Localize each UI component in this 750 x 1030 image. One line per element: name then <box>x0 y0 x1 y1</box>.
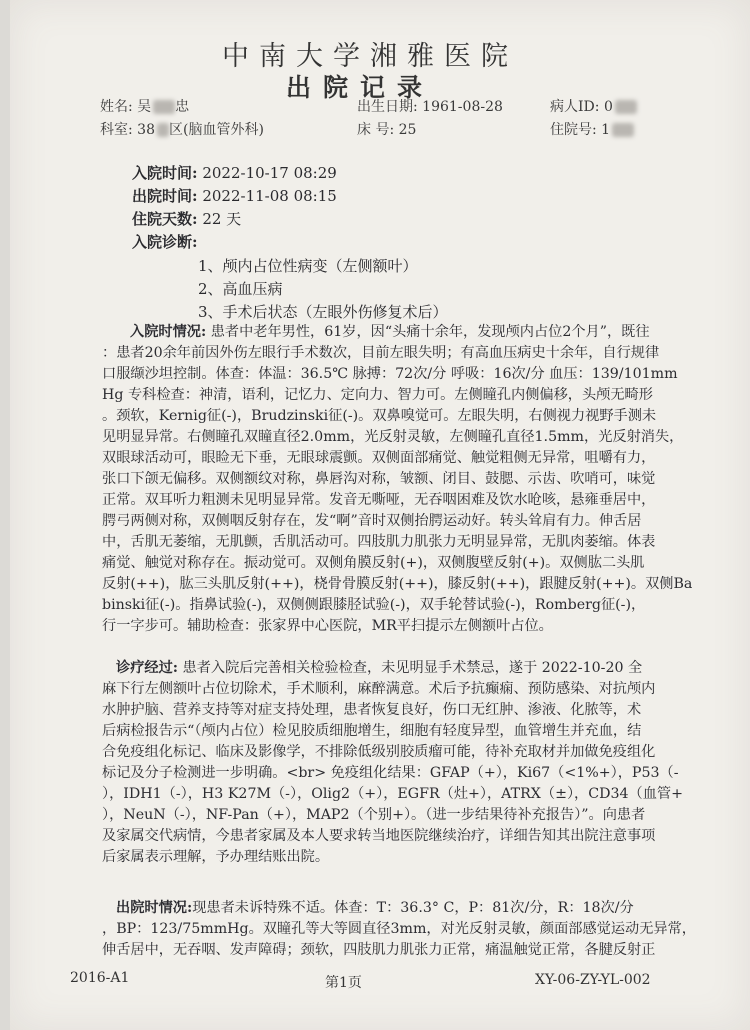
pid-value: 0 <box>603 99 613 115</box>
admit-value: 2022-10-17 08:29 <box>202 164 337 182</box>
diagnosis-item: 3、手术后状态（左眼外伤修复术后） <box>198 303 448 321</box>
text-line: 口服缬沙坦控制。体查：体温：36.5℃ 脉搏：72次/分 呼吸：16次/分 血压：139/101mm <box>102 366 678 382</box>
page-number: 第1页 <box>325 975 362 991</box>
text-line: 麻下行左侧额叶占位切除术，手术顺利，麻醉满意。术后予抗癫痫、预防感染、对抗颅内 <box>102 681 656 697</box>
text-line: 水肿护脑、营养支持等对症支持处理，患者恢复良好，伤口无红肿、渗液、化脓等，术 <box>102 702 642 718</box>
dept-name: 区(脑血管外科) <box>169 122 264 138</box>
diagnosis-item: 1、颅内占位性病变（左侧额叶） <box>198 257 418 275</box>
form-code-right: XY-06-ZY-YL-002 <box>535 972 651 988</box>
text-line: 见明显异常。右侧瞳孔双瞳直径2.0mm，光反射灵敏，左侧瞳孔直径1.5mm，光反射消失， <box>102 429 684 445</box>
text-line: 行一字步可。辅助检查：张家界中心医院，MR平扫提示左侧额叶占位。 <box>102 618 553 634</box>
bed-value: 25 <box>398 122 417 138</box>
name-value: 吴 <box>137 99 152 115</box>
text-line: 正常。双耳听力粗测未见明显异常。发音无嘶哑，无吞咽困难及饮水呛咳，悬雍垂居中， <box>102 492 656 508</box>
diagnosis-heading <box>132 231 198 252</box>
text-line: 患者入院后完善相关检验检查，未见明显手术禁忌，遂于 2022-10-20 全 <box>182 660 643 676</box>
text-line: 现患者未诉特殊不适。体查：T：36.3° C，P：81次/分，R：18次/分 <box>192 900 634 916</box>
birth-date-field <box>357 96 503 116</box>
discharge-record-page <box>10 0 750 1030</box>
patient-name-field <box>100 96 189 116</box>
name-label: 姓名: <box>100 99 133 115</box>
redaction-mark <box>615 100 637 114</box>
admission-no-label: 住院号: <box>550 122 597 138</box>
treatment-course-section <box>102 658 702 868</box>
hospital-name: 中南大学湘雅医院 <box>222 41 518 72</box>
birth-value: 1961-08-28 <box>422 99 503 115</box>
discharge-time-row <box>132 185 337 206</box>
text-line: 标记及分子检测进一步明确。<br> 免疫组化结果：GFAP（+），Ki67（<1%+），P53（- <box>102 765 679 781</box>
name-suffix: 忠 <box>175 99 190 115</box>
text-line: binski征(-)。指鼻试验(-)，双侧侧跟膝胫试验(-)，双手轮替试验(-)，Romberg征(-)， <box>102 597 646 613</box>
text-line: 后家属表示理解，予办理结账出院。 <box>102 849 330 865</box>
document-title: 出院记录 <box>285 73 434 102</box>
text-line: 张口下颌无偏移。双侧额纹对称，鼻唇沟对称，皱额、闭目、鼓腮、示齿、吹哨可，味觉 <box>102 471 656 487</box>
admit-time-row <box>132 162 337 183</box>
patient-id-field <box>550 96 637 116</box>
redaction-mark <box>612 123 634 137</box>
dept-label: 科室: <box>100 122 133 138</box>
text-line: ，BP：123/75mmHg。双瞳孔等大等圆直径3mm，对光反射灵敏，颜面部感觉运动无异常， <box>102 921 696 937</box>
form-code-left: 2016-A1 <box>70 970 130 986</box>
text-line: 伸舌居中，无吞咽、发声障碍；颈软，四肢肌力肌张力正常，痛温触觉正常，各腱反射正 <box>102 942 656 958</box>
pid-label: 病人ID: <box>550 99 600 115</box>
discharge-cond-label: 出院时情况: <box>116 900 193 916</box>
text-line: 后病检报告示“（颅内占位）检见胶质细胞增生，细胞有轻度异型，血管增生并充血，结 <box>102 723 642 739</box>
text-line: ：患者20余年前因外伤左眼行手术数次，目前左眼失明；有高血压病史十余年，自行规律 <box>102 345 660 361</box>
stay-days-row <box>132 208 241 229</box>
redaction-mark <box>157 123 169 137</box>
admit-label: 入院时间: <box>132 164 198 182</box>
text-line: 患者中老年男性，61岁，因“头痛十余年，发现颅内占位2个月”，既往 <box>210 324 650 340</box>
admission-number-field <box>550 119 634 139</box>
discharge-label: 出院时间: <box>132 187 198 205</box>
text-line: ），IDH1（-），H3 K27M（-），Olig2（+），EGFR（灶+），ATRX（±），CD34（血管+ <box>102 786 683 802</box>
text-line: 双眼球活动可，眼睑无下垂，无眼球震颤。双侧面部痛觉、触觉粗侧无异常，咀嚼有力， <box>102 450 656 466</box>
text-line: 。颈软，Kernig征(-)，Brudzinski征(-)。双鼻嗅觉可。左眼失明，右侧视力视野手测未 <box>102 408 657 424</box>
text-line: 腭弓两侧对称，双侧咽反射存在，发“啊”音时双侧抬腭运动好。转头耸肩有力。伸舌居 <box>102 513 642 529</box>
dept-value: 38 <box>137 122 155 138</box>
text-line: 痛觉、触觉对称存在。振动觉可。双侧角膜反射(+)，双侧腹壁反射(+)。双侧肱二头肌 <box>102 555 645 571</box>
diag-label: 入院诊断: <box>132 233 198 251</box>
days-label: 住院天数: <box>132 210 198 228</box>
text-line: ），NeuN（-），NF-Pan（+），MAP2（个别+）。（进一步结果待补充报告）”。向患者 <box>102 807 646 823</box>
bed-field <box>357 119 416 139</box>
birth-label: 出生日期: <box>357 99 418 115</box>
days-value: 22 天 <box>202 210 242 228</box>
discharge-condition-section <box>102 898 702 961</box>
treatment-label: 诊疗经过: <box>116 660 178 676</box>
redaction-mark <box>153 100 175 114</box>
discharge-value: 2022-11-08 08:15 <box>202 187 337 205</box>
admission-no-value: 1 <box>601 122 611 138</box>
text-line: 反射(++)，肱三头肌反射(++)，桡骨骨膜反射(++)，膝反射(++)，跟腱反射(++)。双侧Ba <box>102 576 693 592</box>
diagnosis-item: 2、高血压病 <box>198 280 283 298</box>
text-line: 中，舌肌无萎缩，无肌颤，舌肌活动可。四肢肌力肌张力无明显异常，无肌肉萎缩。体表 <box>102 534 656 550</box>
bed-label: 床 号: <box>357 122 395 138</box>
admission-condition-section <box>102 322 702 637</box>
text-line: 及家属交代病情，今患者家属及本人要求转当地医院继续治疗，详细告知其出院注意事项 <box>102 828 656 844</box>
text-line: Hg 专科检查：神清，语利，记忆力、定向力、智力可。左侧瞳孔内侧偏移，头颅无畸形 <box>102 387 653 403</box>
text-line: 合免疫组化标记、临床及影像学，不排除低级别胶质瘤可能，待补充取材并加做免疫组化 <box>102 744 656 760</box>
department-field <box>100 119 264 139</box>
admission-label: 入院时情况: <box>130 324 207 340</box>
